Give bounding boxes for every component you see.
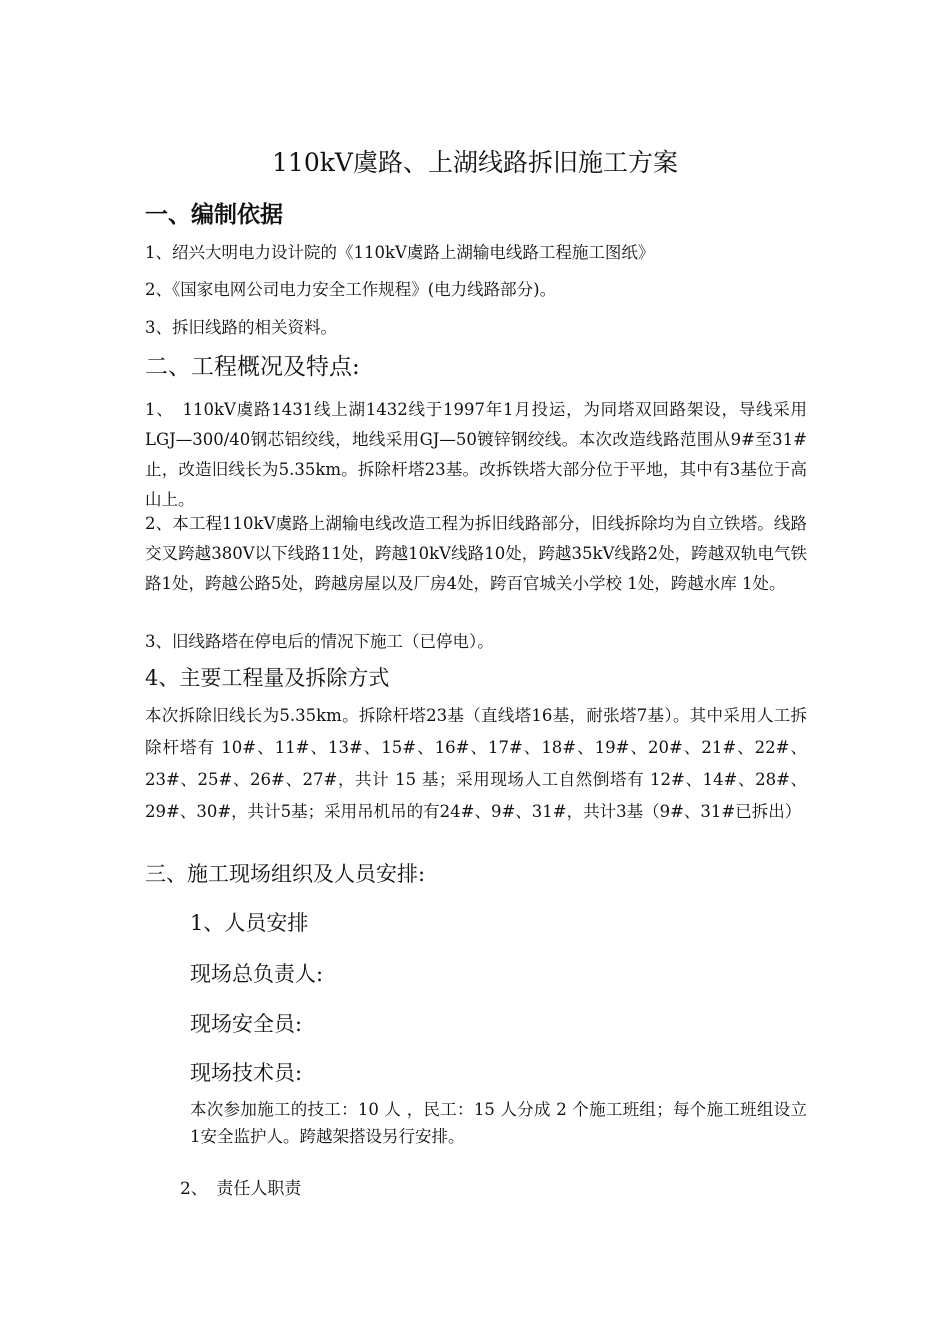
basis-item-3: 3、拆旧线路的相关资料。 [145, 318, 337, 337]
staffing-subheading: 1、人员安排 [190, 911, 309, 935]
staffing-paragraph: 本次参加施工的技工：10 人 ，民工：15 人分成 2 个施工班组；每个施工班组设立1安全监护人。跨越架搭设另行安排。 [190, 1100, 807, 1146]
overview-paragraph-1: 1、 110kV虞路1431线上湖1432线于1997年1月投运，为同塔双回路架设，导线采用LGJ—300/40钢芯铝绞线，地线采用GJ—50镀锌钢绞线。本次改造线路范围从9#至31#止，改造旧线长为5.35km。拆除杆塔23基。改拆铁塔大部分位于平地，其中有3基位于高山上。 [145, 400, 807, 509]
role-technician: 现场技术员: [190, 1061, 303, 1085]
responsibility-subheading: 2、 责任人职责 [180, 1179, 302, 1199]
document-title: 110kV虞路、上湖线路拆旧施工方案 [272, 148, 678, 177]
overview-paragraph-2: 2、本工程110kV虞路上湖输电线改造工程为拆旧线路部分，旧线拆除均为自立铁塔。线路交叉跨越380V以下线路11处，跨越10kV线路10处，跨越35kV线路2处，跨越双轨电气铁路1处，跨越公路5处，跨越房屋以及厂房4处，跨百官城关小学校 1处，跨越水库 1处。 [145, 514, 807, 593]
role-safety-officer: 现场安全员: [190, 1012, 303, 1036]
section-2-heading: 二、工程概况及特点: [145, 354, 360, 380]
section-3-heading: 三、施工现场组织及人员安排: [145, 862, 426, 886]
subsection-4-heading: 4、主要工程量及拆除方式 [145, 666, 390, 690]
basis-item-2: 2、《国家电网公司电力安全工作规程》(电力线路部分)。 [145, 280, 557, 299]
section-1-heading: 一、编制依据 [145, 202, 283, 228]
overview-paragraph-3: 3、旧线路塔在停电后的情况下施工（已停电）。 [145, 632, 494, 651]
basis-item-1: 1、绍兴大明电力设计院的《110kV虞路上湖输电线路工程施工图纸》 [145, 243, 655, 262]
role-site-manager: 现场总负责人: [190, 962, 324, 986]
workload-paragraph: 本次拆除旧线长为5.35km。拆除杆塔23基（直线塔16基，耐张塔7基）。其中采用人工拆除杆塔有 10#、11#、13#、15#、16#、17#、18#、19#、20#、21#、22#、23#、25#、26#、27#，共计 15 基；采用现场人工自然倒塔有 12#、14#、28#、29#、30#，共计5基；采用吊机吊的有24#、9#、31#，共计3基（9#、31#已拆出） [145, 706, 807, 821]
